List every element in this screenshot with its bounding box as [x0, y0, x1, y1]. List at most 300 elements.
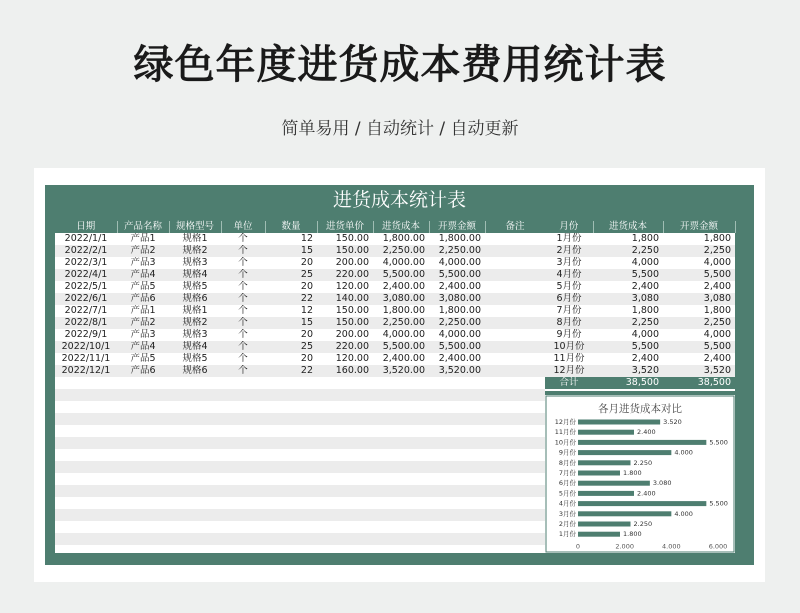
- empty-cell: [221, 521, 265, 533]
- chart-category-label: 12月份: [554, 418, 576, 426]
- summary-row: [545, 329, 735, 341]
- empty-cell: [55, 473, 117, 485]
- empty-cell: [117, 425, 169, 437]
- detail-cell: 1,800.00: [382, 233, 425, 244]
- empty-cell: [317, 509, 373, 521]
- empty-cell: [265, 533, 317, 545]
- summary-total-cell: 合计: [545, 377, 593, 389]
- empty-cell: [317, 485, 373, 497]
- empty-cell: [485, 449, 545, 461]
- detail-cell: 个: [221, 317, 265, 329]
- empty-cell: [55, 449, 117, 461]
- detail-row: [55, 353, 545, 365]
- empty-cell: [429, 413, 485, 425]
- empty-cell: [55, 413, 117, 425]
- empty-row: [55, 521, 545, 533]
- empty-cell: [117, 521, 169, 533]
- empty-cell: [117, 449, 169, 461]
- empty-row: [55, 449, 545, 461]
- summary-cell: 2,400: [703, 281, 731, 292]
- empty-cell: [429, 449, 485, 461]
- detail-cell: [485, 293, 545, 305]
- empty-cell: [265, 401, 317, 413]
- empty-cell: [429, 521, 485, 533]
- detail-cell: 规格1: [182, 305, 208, 316]
- empty-cell: [169, 437, 221, 449]
- summary-cell: 1,800: [631, 233, 659, 244]
- detail-row: [55, 269, 545, 281]
- detail-cell: 规格6: [169, 365, 221, 377]
- empty-cell: [485, 437, 545, 449]
- monthly-cost-chart: [545, 395, 735, 553]
- detail-table-panel: [55, 221, 545, 553]
- empty-cell: [373, 413, 429, 425]
- empty-cell: [265, 461, 317, 473]
- summary-cell: 3月份: [556, 257, 582, 268]
- detail-header-cell: 备注: [485, 221, 545, 233]
- detail-row: [55, 281, 545, 293]
- detail-cell: [485, 317, 545, 329]
- detail-cell: 2022/5/1: [64, 281, 108, 292]
- empty-cell: [317, 521, 373, 533]
- detail-cell: 220.00: [317, 341, 373, 353]
- detail-cell: 20: [300, 329, 313, 340]
- empty-cell: [429, 533, 485, 545]
- page-title: 绿色年度进货成本费用统计表: [133, 42, 667, 88]
- summary-cell: 12月份: [545, 365, 593, 377]
- chart-value-label: 1.800: [623, 469, 642, 477]
- chart-value-label: 2.250: [633, 520, 653, 528]
- empty-cell: [221, 473, 265, 485]
- summary-row: [545, 245, 735, 257]
- chart-category-label: 3月份: [558, 509, 576, 518]
- empty-cell: [55, 389, 117, 401]
- chart-value-label: 3.520: [663, 418, 682, 426]
- sheet-title: 进货成本统计表: [332, 189, 466, 211]
- detail-cell: 200.00: [335, 329, 369, 340]
- chart-x-tick: 4.000: [662, 542, 681, 551]
- empty-cell: [221, 509, 265, 521]
- detail-cell: 规格3: [182, 329, 208, 340]
- empty-row: [55, 473, 545, 485]
- detail-cell: [485, 305, 545, 317]
- detail-cell: 22: [265, 293, 317, 305]
- empty-cell: [55, 437, 117, 449]
- detail-row: [55, 317, 545, 329]
- detail-cell: 4,000.00: [438, 257, 481, 268]
- empty-cell: [117, 497, 169, 509]
- detail-cell: 产品6: [117, 293, 169, 305]
- empty-cell: [373, 497, 429, 509]
- detail-cell: 2,250.00: [373, 245, 429, 257]
- empty-cell: [485, 413, 545, 425]
- empty-cell: [373, 449, 429, 461]
- empty-cell: [373, 437, 429, 449]
- summary-cell: 4,000: [703, 257, 731, 268]
- detail-row: [55, 245, 545, 257]
- detail-cell: 4,000.00: [382, 257, 425, 268]
- detail-header-cell: 开票金额: [429, 221, 485, 233]
- summary-cell: 11月份: [553, 353, 585, 364]
- detail-cell: [485, 281, 545, 293]
- detail-cell: 140.00: [317, 293, 373, 305]
- empty-cell: [317, 401, 373, 413]
- detail-header-cell: 单位: [221, 221, 265, 233]
- detail-row: [55, 329, 545, 341]
- chart-value-label: 2.400: [637, 489, 656, 498]
- summary-row: [545, 317, 735, 329]
- summary-total-cell: 38,500: [593, 377, 663, 389]
- detail-cell: 2022/1/1: [64, 233, 108, 244]
- chart-category-label: 6月份: [558, 479, 576, 488]
- detail-cell: 2,400.00: [382, 281, 425, 292]
- detail-cell: 2,400.00: [438, 281, 481, 292]
- detail-cell: [485, 245, 545, 257]
- empty-cell: [221, 485, 265, 497]
- empty-cell: [429, 485, 485, 497]
- summary-cell: 1,800: [631, 305, 659, 316]
- summary-row: [545, 353, 735, 365]
- empty-cell: [117, 461, 169, 473]
- detail-cell: [485, 353, 545, 365]
- detail-cell: 2022/10/1: [55, 341, 117, 353]
- chart-bar: [578, 450, 671, 455]
- summary-cell: 1,800: [703, 305, 731, 316]
- detail-header-cell: 日期: [55, 221, 117, 233]
- summary-row: [545, 293, 735, 305]
- detail-cell: 2022/4/1: [55, 269, 117, 281]
- detail-cell: [485, 329, 545, 341]
- chart-title: 各月进货成本对比: [598, 403, 682, 415]
- detail-row: [55, 365, 545, 377]
- summary-cell: 4,000: [631, 257, 659, 268]
- detail-header-cell: 产品名称: [117, 221, 169, 233]
- empty-cell: [373, 461, 429, 473]
- summary-cell: 5,500: [593, 269, 663, 281]
- empty-cell: [265, 389, 317, 401]
- empty-cell: [429, 425, 485, 437]
- empty-cell: [317, 497, 373, 509]
- empty-cell: [55, 377, 117, 389]
- summary-cell: 8月份: [545, 317, 593, 329]
- detail-cell: 2,250.00: [429, 317, 485, 329]
- chart-bar: [578, 522, 631, 527]
- chart-category-label: 11月份: [554, 428, 576, 437]
- sheet-card: [34, 168, 765, 582]
- summary-cell: 5,500: [593, 341, 663, 353]
- empty-cell: [265, 521, 317, 533]
- detail-cell: 规格4: [169, 269, 221, 281]
- detail-cell: 160.00: [317, 365, 373, 377]
- summary-cell: 5月份: [556, 281, 582, 292]
- summary-cell: 3,520: [663, 365, 735, 377]
- detail-cell: 2022/3/1: [64, 257, 108, 268]
- detail-cell: 5,500.00: [429, 269, 485, 281]
- chart-x-tick: 6.000: [708, 542, 728, 551]
- detail-cell: 规格3: [182, 257, 208, 268]
- chart-bar: [578, 511, 671, 516]
- detail-header-row: [55, 221, 545, 233]
- chart-panel: [545, 395, 735, 553]
- empty-cell: [485, 461, 545, 473]
- summary-header-cell: 开票金额: [663, 221, 735, 233]
- summary-cell: 2,250: [593, 317, 663, 329]
- detail-cell: 25: [265, 341, 317, 353]
- detail-cell: 2,250.00: [373, 317, 429, 329]
- empty-cell: [169, 389, 221, 401]
- detail-cell: 1,800.00: [438, 305, 481, 316]
- detail-row: [55, 293, 545, 305]
- empty-cell: [117, 473, 169, 485]
- empty-cell: [317, 389, 373, 401]
- empty-cell: [169, 497, 221, 509]
- empty-cell: [429, 473, 485, 485]
- detail-cell: 120.00: [335, 281, 369, 292]
- summary-cell: 4,000: [631, 329, 659, 340]
- detail-cell: 产品4: [117, 341, 169, 353]
- detail-cell: 3,520.00: [429, 365, 485, 377]
- page-subtitle: 简单易用 / 自动统计 / 自动更新: [281, 119, 519, 139]
- empty-row: [55, 485, 545, 497]
- summary-row: [545, 365, 735, 377]
- detail-cell: 20: [300, 257, 313, 268]
- empty-cell: [55, 461, 117, 473]
- empty-cell: [117, 533, 169, 545]
- empty-cell: [117, 413, 169, 425]
- detail-cell: 2,250.00: [429, 245, 485, 257]
- empty-cell: [373, 377, 429, 389]
- empty-row: [55, 389, 545, 401]
- detail-cell: 个: [238, 281, 248, 292]
- empty-cell: [55, 521, 117, 533]
- detail-cell: 个: [221, 365, 265, 377]
- empty-cell: [265, 377, 317, 389]
- detail-cell: 个: [221, 245, 265, 257]
- detail-header-cell: 进货成本: [373, 221, 429, 233]
- empty-cell: [317, 437, 373, 449]
- empty-cell: [429, 377, 485, 389]
- detail-cell: 3,520.00: [373, 365, 429, 377]
- empty-cell: [429, 389, 485, 401]
- summary-row: [545, 233, 735, 245]
- empty-cell: [221, 389, 265, 401]
- empty-cell: [221, 461, 265, 473]
- empty-cell: [317, 533, 373, 545]
- chart-category-label: 10月份: [554, 438, 576, 447]
- detail-cell: 150.00: [317, 245, 373, 257]
- empty-cell: [485, 401, 545, 413]
- detail-cell: 2022/2/1: [55, 245, 117, 257]
- chart-x-tick: 2.000: [615, 542, 634, 551]
- detail-cell: [485, 365, 545, 377]
- empty-cell: [221, 425, 265, 437]
- empty-cell: [221, 377, 265, 389]
- chart-category-label: 9月份: [558, 448, 576, 457]
- empty-cell: [429, 497, 485, 509]
- empty-cell: [265, 425, 317, 437]
- detail-cell: 个: [221, 341, 265, 353]
- summary-cell: 2,250: [663, 245, 735, 257]
- empty-cell: [169, 485, 221, 497]
- summary-table-panel: [545, 221, 735, 391]
- empty-cell: [169, 377, 221, 389]
- detail-cell: 25: [265, 269, 317, 281]
- detail-cell: 2022/12/1: [55, 365, 117, 377]
- empty-cell: [117, 389, 169, 401]
- detail-cell: 22: [265, 365, 317, 377]
- detail-cell: 规格2: [169, 317, 221, 329]
- empty-cell: [221, 533, 265, 545]
- empty-cell: [485, 521, 545, 533]
- empty-cell: [317, 461, 373, 473]
- summary-cell: 2,250: [593, 245, 663, 257]
- empty-cell: [169, 461, 221, 473]
- empty-cell: [373, 425, 429, 437]
- empty-cell: [485, 497, 545, 509]
- detail-cell: 产品2: [117, 245, 169, 257]
- detail-row: [55, 305, 545, 317]
- summary-total-cell: 38,500: [663, 377, 735, 389]
- chart-bar: [578, 501, 706, 506]
- chart-category-label: 4月份: [558, 499, 576, 508]
- detail-table: [55, 221, 546, 545]
- detail-cell: 5,500.00: [373, 269, 429, 281]
- chart-value-label: 4.000: [674, 509, 693, 518]
- detail-cell: 2,400.00: [438, 353, 481, 364]
- detail-cell: 2022/7/1: [64, 305, 108, 316]
- empty-cell: [55, 401, 117, 413]
- empty-row: [55, 401, 545, 413]
- empty-cell: [373, 521, 429, 533]
- detail-header-cell: 数量: [265, 221, 317, 233]
- chart-category-label: 5月份: [558, 489, 576, 498]
- detail-cell: 2022/8/1: [55, 317, 117, 329]
- empty-cell: [373, 473, 429, 485]
- detail-cell: 12: [300, 233, 313, 244]
- detail-cell: 个: [238, 257, 248, 268]
- empty-cell: [169, 521, 221, 533]
- detail-cell: 12: [300, 305, 313, 316]
- detail-cell: 3,080.00: [429, 293, 485, 305]
- detail-cell: 5,500.00: [429, 341, 485, 353]
- detail-cell: 120.00: [335, 353, 369, 364]
- empty-cell: [429, 509, 485, 521]
- detail-cell: 规格5: [182, 353, 208, 364]
- detail-cell: 3,080.00: [373, 293, 429, 305]
- empty-cell: [221, 449, 265, 461]
- chart-bar: [578, 471, 620, 476]
- empty-cell: [373, 389, 429, 401]
- summary-cell: 2,250: [663, 317, 735, 329]
- empty-cell: [169, 413, 221, 425]
- detail-cell: 4,000.00: [438, 329, 481, 340]
- summary-cell: 3,080: [663, 293, 735, 305]
- detail-cell: 产品3: [130, 329, 156, 340]
- empty-cell: [485, 473, 545, 485]
- detail-cell: [485, 269, 545, 281]
- chart-value-label: 5.500: [709, 438, 728, 447]
- empty-cell: [317, 377, 373, 389]
- empty-cell: [429, 461, 485, 473]
- chart-bar: [578, 491, 634, 496]
- chart-category-label: 8月份: [558, 458, 576, 467]
- detail-cell: 产品4: [117, 269, 169, 281]
- empty-cell: [373, 533, 429, 545]
- detail-row: [55, 233, 545, 245]
- empty-row: [55, 437, 545, 449]
- empty-cell: [317, 473, 373, 485]
- summary-cell: 1,800: [703, 233, 731, 244]
- summary-cell: 2,400: [703, 353, 731, 364]
- chart-value-label: 4.000: [674, 448, 693, 457]
- empty-cell: [265, 485, 317, 497]
- summary-row: [545, 341, 735, 353]
- summary-cell: 5,500: [663, 269, 735, 281]
- empty-cell: [169, 425, 221, 437]
- detail-cell: 个: [238, 353, 248, 364]
- summary-cell: 3,080: [593, 293, 663, 305]
- detail-cell: 1,800.00: [438, 233, 481, 244]
- detail-cell: 规格2: [169, 245, 221, 257]
- detail-cell: 2,400.00: [382, 353, 425, 364]
- detail-row: [55, 257, 545, 269]
- empty-cell: [373, 485, 429, 497]
- empty-cell: [485, 485, 545, 497]
- empty-cell: [373, 401, 429, 413]
- chart-bar: [578, 430, 634, 435]
- summary-cell: 5,500: [663, 341, 735, 353]
- empty-cell: [265, 473, 317, 485]
- sheet-frame: [45, 185, 754, 565]
- chart-bar: [578, 440, 706, 445]
- chart-x-tick: 0: [575, 542, 581, 551]
- summary-cell: 1月份: [556, 233, 582, 244]
- summary-header-cell: 月份: [545, 221, 593, 233]
- empty-cell: [429, 401, 485, 413]
- detail-cell: 2022/11/1: [61, 353, 111, 364]
- empty-cell: [265, 413, 317, 425]
- detail-cell: 5,500.00: [373, 341, 429, 353]
- empty-cell: [221, 497, 265, 509]
- detail-cell: 2022/6/1: [55, 293, 117, 305]
- summary-cell: 9月份: [556, 329, 582, 340]
- detail-cell: [485, 257, 545, 269]
- empty-cell: [117, 401, 169, 413]
- empty-row: [55, 461, 545, 473]
- detail-cell: 产品2: [117, 317, 169, 329]
- detail-cell: 150.00: [317, 317, 373, 329]
- detail-cell: 产品1: [130, 233, 156, 244]
- empty-cell: [169, 509, 221, 521]
- empty-row: [55, 413, 545, 425]
- summary-row: [545, 269, 735, 281]
- chart-value-label: 5.500: [709, 499, 728, 508]
- chart-category-label: 1月份: [558, 530, 576, 539]
- empty-cell: [265, 437, 317, 449]
- detail-cell: 20: [300, 353, 313, 364]
- detail-cell: 规格1: [182, 233, 208, 244]
- summary-header-cell: 进货成本: [593, 221, 663, 233]
- detail-cell: 规格5: [182, 281, 208, 292]
- empty-cell: [117, 485, 169, 497]
- empty-cell: [169, 449, 221, 461]
- detail-cell: 220.00: [317, 269, 373, 281]
- empty-cell: [221, 413, 265, 425]
- empty-cell: [317, 449, 373, 461]
- detail-cell: 150.00: [335, 233, 369, 244]
- detail-cell: 1,800.00: [382, 305, 425, 316]
- detail-cell: 个: [238, 305, 248, 316]
